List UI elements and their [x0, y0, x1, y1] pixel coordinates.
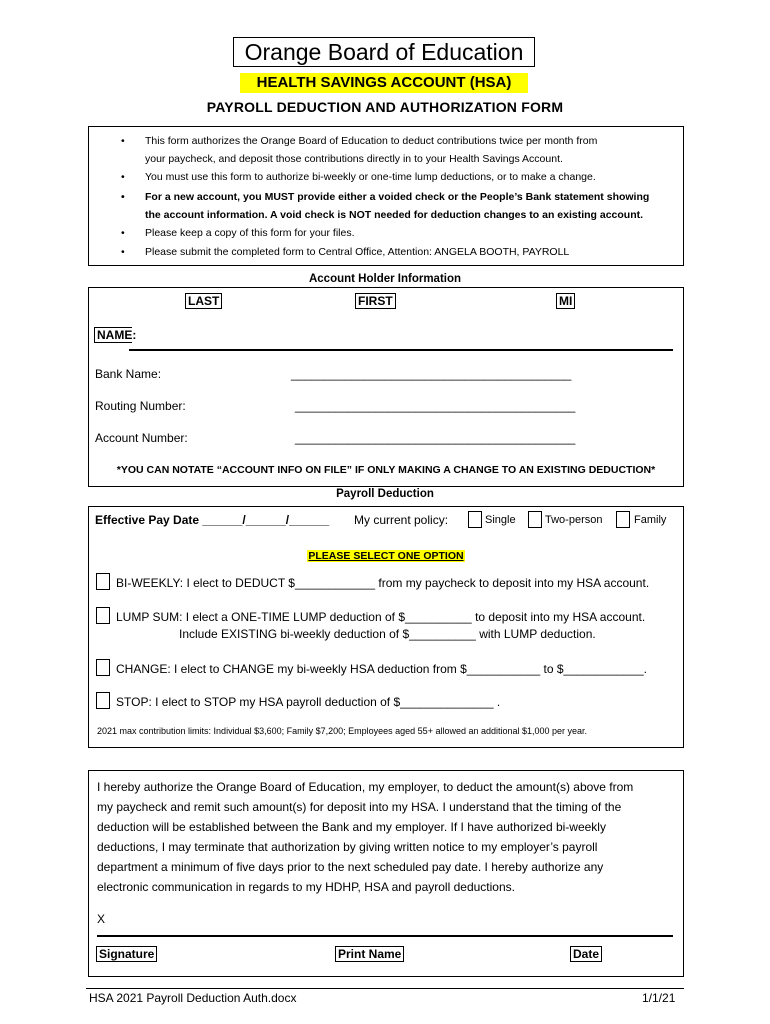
option-biweekly-checkbox[interactable]: [96, 573, 110, 590]
col-last-label: LAST: [185, 293, 222, 309]
instruction-item: your paycheck, and deposit those contributions directly in to your Health Savings Account.: [145, 153, 563, 165]
policy-family-checkbox[interactable]: [616, 511, 630, 528]
form-heading: PAYROLL DEDUCTION AND AUTHORIZATION FORM: [206, 99, 564, 115]
footer-rule: [86, 988, 684, 989]
authorization-paragraph: I hereby authorize the Orange Board of Education, my employer, to deduct the amount(s) above from my paycheck and remit such amount(s) for deposit into my HSA. I understand that the timing of the deduction will be established between the Bank and my employer. If I have authorized bi-weekly deductions, I may terminate that authorization by giving written notice to my employer’s payroll department a minimum of five days prior to the next scheduled pay date. I hereby authorize any electronic communication in regards to my HDHP, HSA and payroll deductions.: [97, 780, 634, 894]
option-lump-sum-checkbox[interactable]: [96, 607, 110, 624]
instruction-item: • You must use this form to authorize bi-weekly or one-time lump deductions, or to make a change.: [121, 171, 596, 183]
option-change-text: CHANGE: I elect to CHANGE my bi-weekly HSA deduction from $___________ to $____________.: [116, 662, 647, 676]
signature-label: Signature: [96, 946, 157, 962]
instructions-box: [88, 126, 684, 266]
account-holder-title: Account Holder Information: [308, 273, 462, 285]
account-info-note: *YOU CAN NOTATE “ACCOUNT INFO ON FILE” IF ONLY MAKING A CHANGE TO AN EXISTING DEDUCTION*: [116, 464, 656, 476]
form-subtitle: HEALTH SAVINGS ACCOUNT (HSA): [240, 73, 528, 93]
bank-name-label: Bank Name:: [95, 367, 162, 381]
option-lump-sum-text: LUMP SUM: I elect a ONE-TIME LUMP deduction of $__________ to deposit into my HSA account.: [116, 610, 646, 624]
authorization-box: [88, 770, 684, 977]
select-one-option-heading: PLEASE SELECT ONE OPTION: [308, 550, 464, 562]
payroll-deduction-title: Payroll Deduction: [336, 488, 434, 500]
name-label: NAME:: [94, 328, 136, 342]
signature-x-mark: X: [97, 912, 106, 926]
account-number-label: Account Number:: [95, 431, 188, 445]
account-holder-box: [88, 287, 684, 487]
policy-single-label: Single: [485, 514, 516, 526]
date-label: Date: [570, 946, 602, 962]
option-stop-checkbox[interactable]: [96, 692, 110, 709]
signature-line[interactable]: [97, 935, 673, 937]
col-first-label: FIRST: [355, 293, 396, 309]
payroll-deduction-box: [88, 506, 684, 748]
option-lump-sum-existing-text: Include EXISTING bi-weekly deduction of $__________ with LUMP deduction.: [179, 627, 596, 641]
instruction-item: • This form authorizes the Orange Board of Education to deduct contributions twice per month from: [121, 135, 598, 147]
form-title-box: Orange Board of Education: [233, 37, 535, 67]
account-number-field[interactable]: __________________________________________: [295, 431, 576, 445]
option-biweekly-text: BI-WEEKLY: I elect to DEDUCT $____________ from my paycheck to deposit into my HSA account.: [116, 576, 650, 590]
bank-name-field[interactable]: __________________________________________: [291, 367, 572, 381]
policy-single-checkbox[interactable]: [468, 511, 482, 528]
footer-date: 1/1/21: [642, 991, 676, 1005]
policy-two-person-label: Two-person: [545, 514, 603, 526]
option-stop-text: STOP: I elect to STOP my HSA payroll deduction of $______________ .: [116, 695, 501, 709]
option-change-checkbox[interactable]: [96, 659, 110, 676]
name-input-line[interactable]: [129, 349, 673, 351]
effective-pay-date-field[interactable]: Effective Pay Date ______/______/______: [95, 513, 330, 527]
col-mi-label: MI: [556, 293, 575, 309]
policy-family-label: Family: [634, 514, 667, 526]
routing-number-label: Routing Number:: [95, 399, 186, 413]
instruction-item: the account information. A void check is NOT needed for deduction changes to an existing account.: [145, 209, 644, 221]
instruction-item: • Please submit the completed form to Central Office, Attention: ANGELA BOOTH, PAYROLL: [121, 246, 570, 258]
routing-number-field[interactable]: __________________________________________: [295, 399, 576, 413]
contribution-limits-note: 2021 max contribution limits: Individual $3,600; Family $7,200; Employees aged 55+ allowed an additional $1,000 per year.: [97, 726, 588, 736]
footer-filename: HSA 2021 Payroll Deduction Auth.docx: [89, 991, 297, 1005]
current-policy-label: My current policy:: [354, 513, 449, 527]
instruction-item: • For a new account, you MUST provide either a voided check or the People’s Bank statement showing: [121, 191, 650, 203]
instruction-item: • Please keep a copy of this form for your files.: [121, 227, 355, 239]
print-name-label: Print Name: [335, 946, 404, 962]
policy-two-person-checkbox[interactable]: [528, 511, 542, 528]
